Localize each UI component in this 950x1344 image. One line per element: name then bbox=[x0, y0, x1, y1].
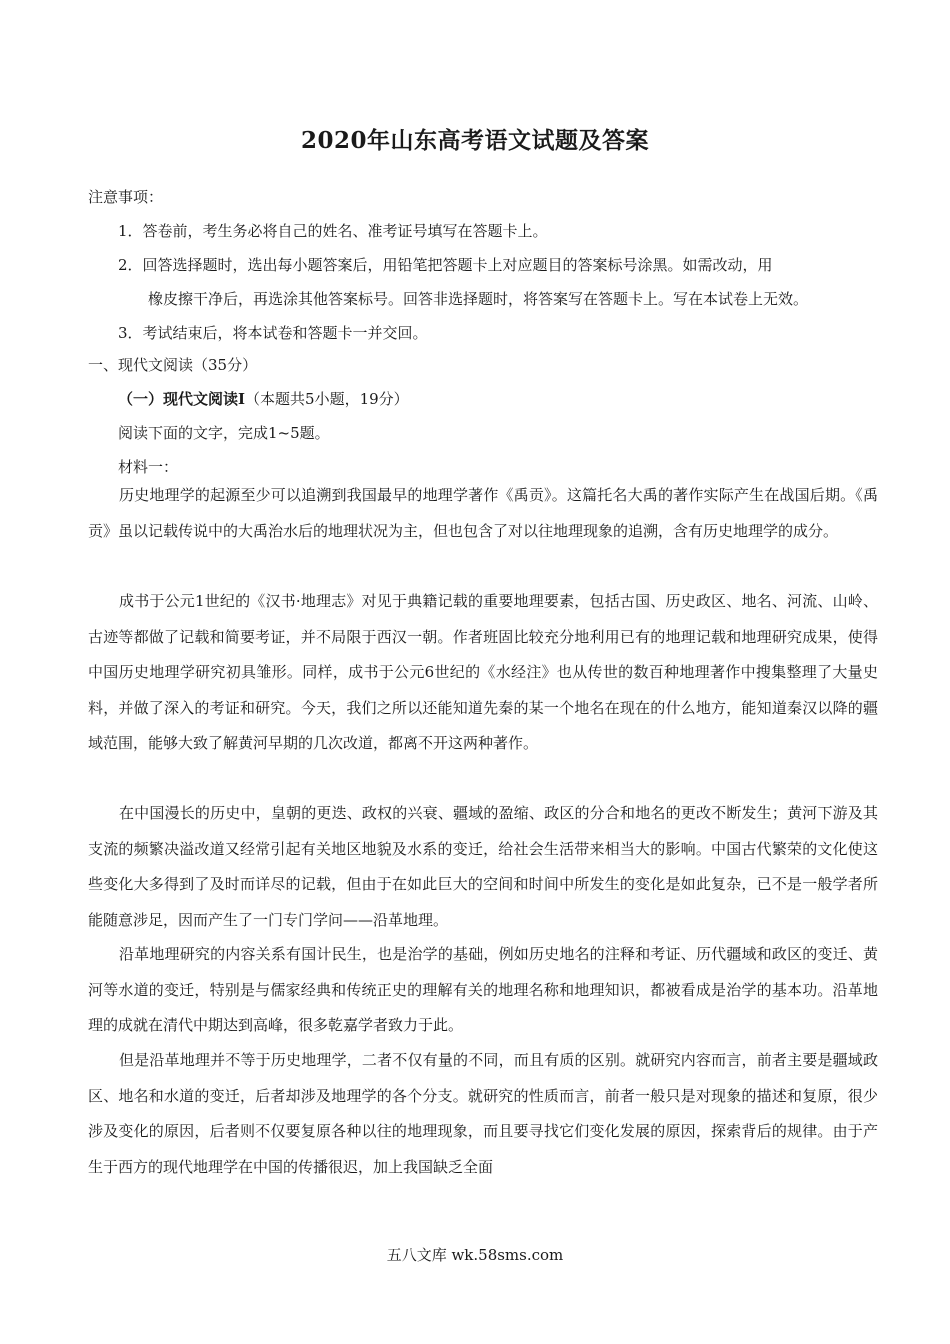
notice-item-3: 3．考试结束后，将本试卷和答题卡一并交回。 bbox=[118, 324, 428, 342]
notice-item-2: 2．回答选择题时，选出每小题答案后，用铅笔把答题卡上对应题目的答案标号涂黑。如需改动，用 bbox=[118, 256, 773, 274]
subsection-title: （一）现代文阅读Ⅰ bbox=[118, 390, 246, 408]
section-heading: 一、现代文阅读（35分） bbox=[88, 356, 258, 374]
paragraph-4: 沿革地理研究的内容关系有国计民生，也是治学的基础，例如历史地名的注释和考证、历代疆域和政区的变迁、黄河等水道的变迁，特别是与儒家经典和传统正史的理解有关的地理名称和地理知识，都被看成是治学的基本功。沿革地理的成就在清代中期达到高峰，很多乾嘉学者致力于此。 bbox=[88, 945, 878, 1034]
page-footer: 五八文库 wk.58sms.com bbox=[386, 1246, 564, 1264]
subsection-heading bbox=[118, 389, 409, 409]
notice-heading: 注意事项： bbox=[88, 188, 164, 206]
paragraph-2: 成书于公元1世纪的《汉书·地理志》对见于典籍记载的重要地理要素，包括古国、历史政区、地名、河流、山岭、古迹等都做了记载和简要考证，并不局限于西汉一朝。作者班固比较充分地利用已有的地理记载和地理研究成果，使得中国历史地理学研究初具雏形。同样，成书于公元6世纪的《水经注》也从传世的数百种地理著作中搜集整理了大量史料，并做了深入的考证和研究。今天，我们之所以还能知道先秦的某一个地名在现在的什么地方，能知道秦汉以降的疆域范围，能够大致了解黄河早期的几次改道，都离不开这两种著作。 bbox=[88, 592, 878, 752]
subsection-note: （本题共5小题，19分） bbox=[245, 390, 409, 408]
document-title: 2020年山东高考语文试题及答案 bbox=[300, 127, 649, 154]
material-label: 材料一： bbox=[118, 458, 179, 476]
paragraph-1: 历史地理学的起源至少可以追溯到我国最早的地理学著作《禹贡》。这篇托名大禹的著作实际产生在战国后期。《禹贡》虽以记载传说中的大禹治水后的地理状况为主，但也包含了对以往地理现象的追溯，含有历史地理学的成分。 bbox=[88, 486, 878, 540]
paragraph-5: 但是沿革地理并不等于历史地理学，二者不仅有量的不同，而且有质的区别。就研究内容而言，前者主要是疆域政区、地名和水道的变迁，后者却涉及地理学的各个分支。就研究的性质而言，前者一般只是对现象的描述和复原，很少涉及变化的原因，后者则不仅要复原各种以往的地理现象，而且要寻找它们变化发展的原因，探索背后的规律。由于产生于西方的现代地理学在中国的传播很迟，加上我国缺乏全面 bbox=[88, 1051, 878, 1176]
paragraph-3: 在中国漫长的历史中，皇朝的更迭、政权的兴衰、疆域的盈缩、政区的分合和地名的更改不断发生；黄河下游及其支流的频繁决溢改道又经常引起有关地区地貌及水系的变迁，给社会生活带来相当大的影响。中国古代繁荣的文化使这些变化大多得到了及时而详尽的记载，但由于在如此巨大的空间和时间中所发生的变化是如此复杂，已不是一般学者所能随意涉足，因而产生了一门专门学问——沿革地理。 bbox=[88, 804, 878, 929]
notice-item-1: 1．答卷前，考生务必将自己的姓名、准考证号填写在答题卡上。 bbox=[118, 222, 548, 240]
notice-item-2-continued: 橡皮擦干净后，再选涂其他答案标号。回答非选择题时，将答案写在答题卡上。写在本试卷上无效。 bbox=[148, 290, 809, 308]
reading-instruction: 阅读下面的文字，完成1~5题。 bbox=[118, 424, 330, 442]
